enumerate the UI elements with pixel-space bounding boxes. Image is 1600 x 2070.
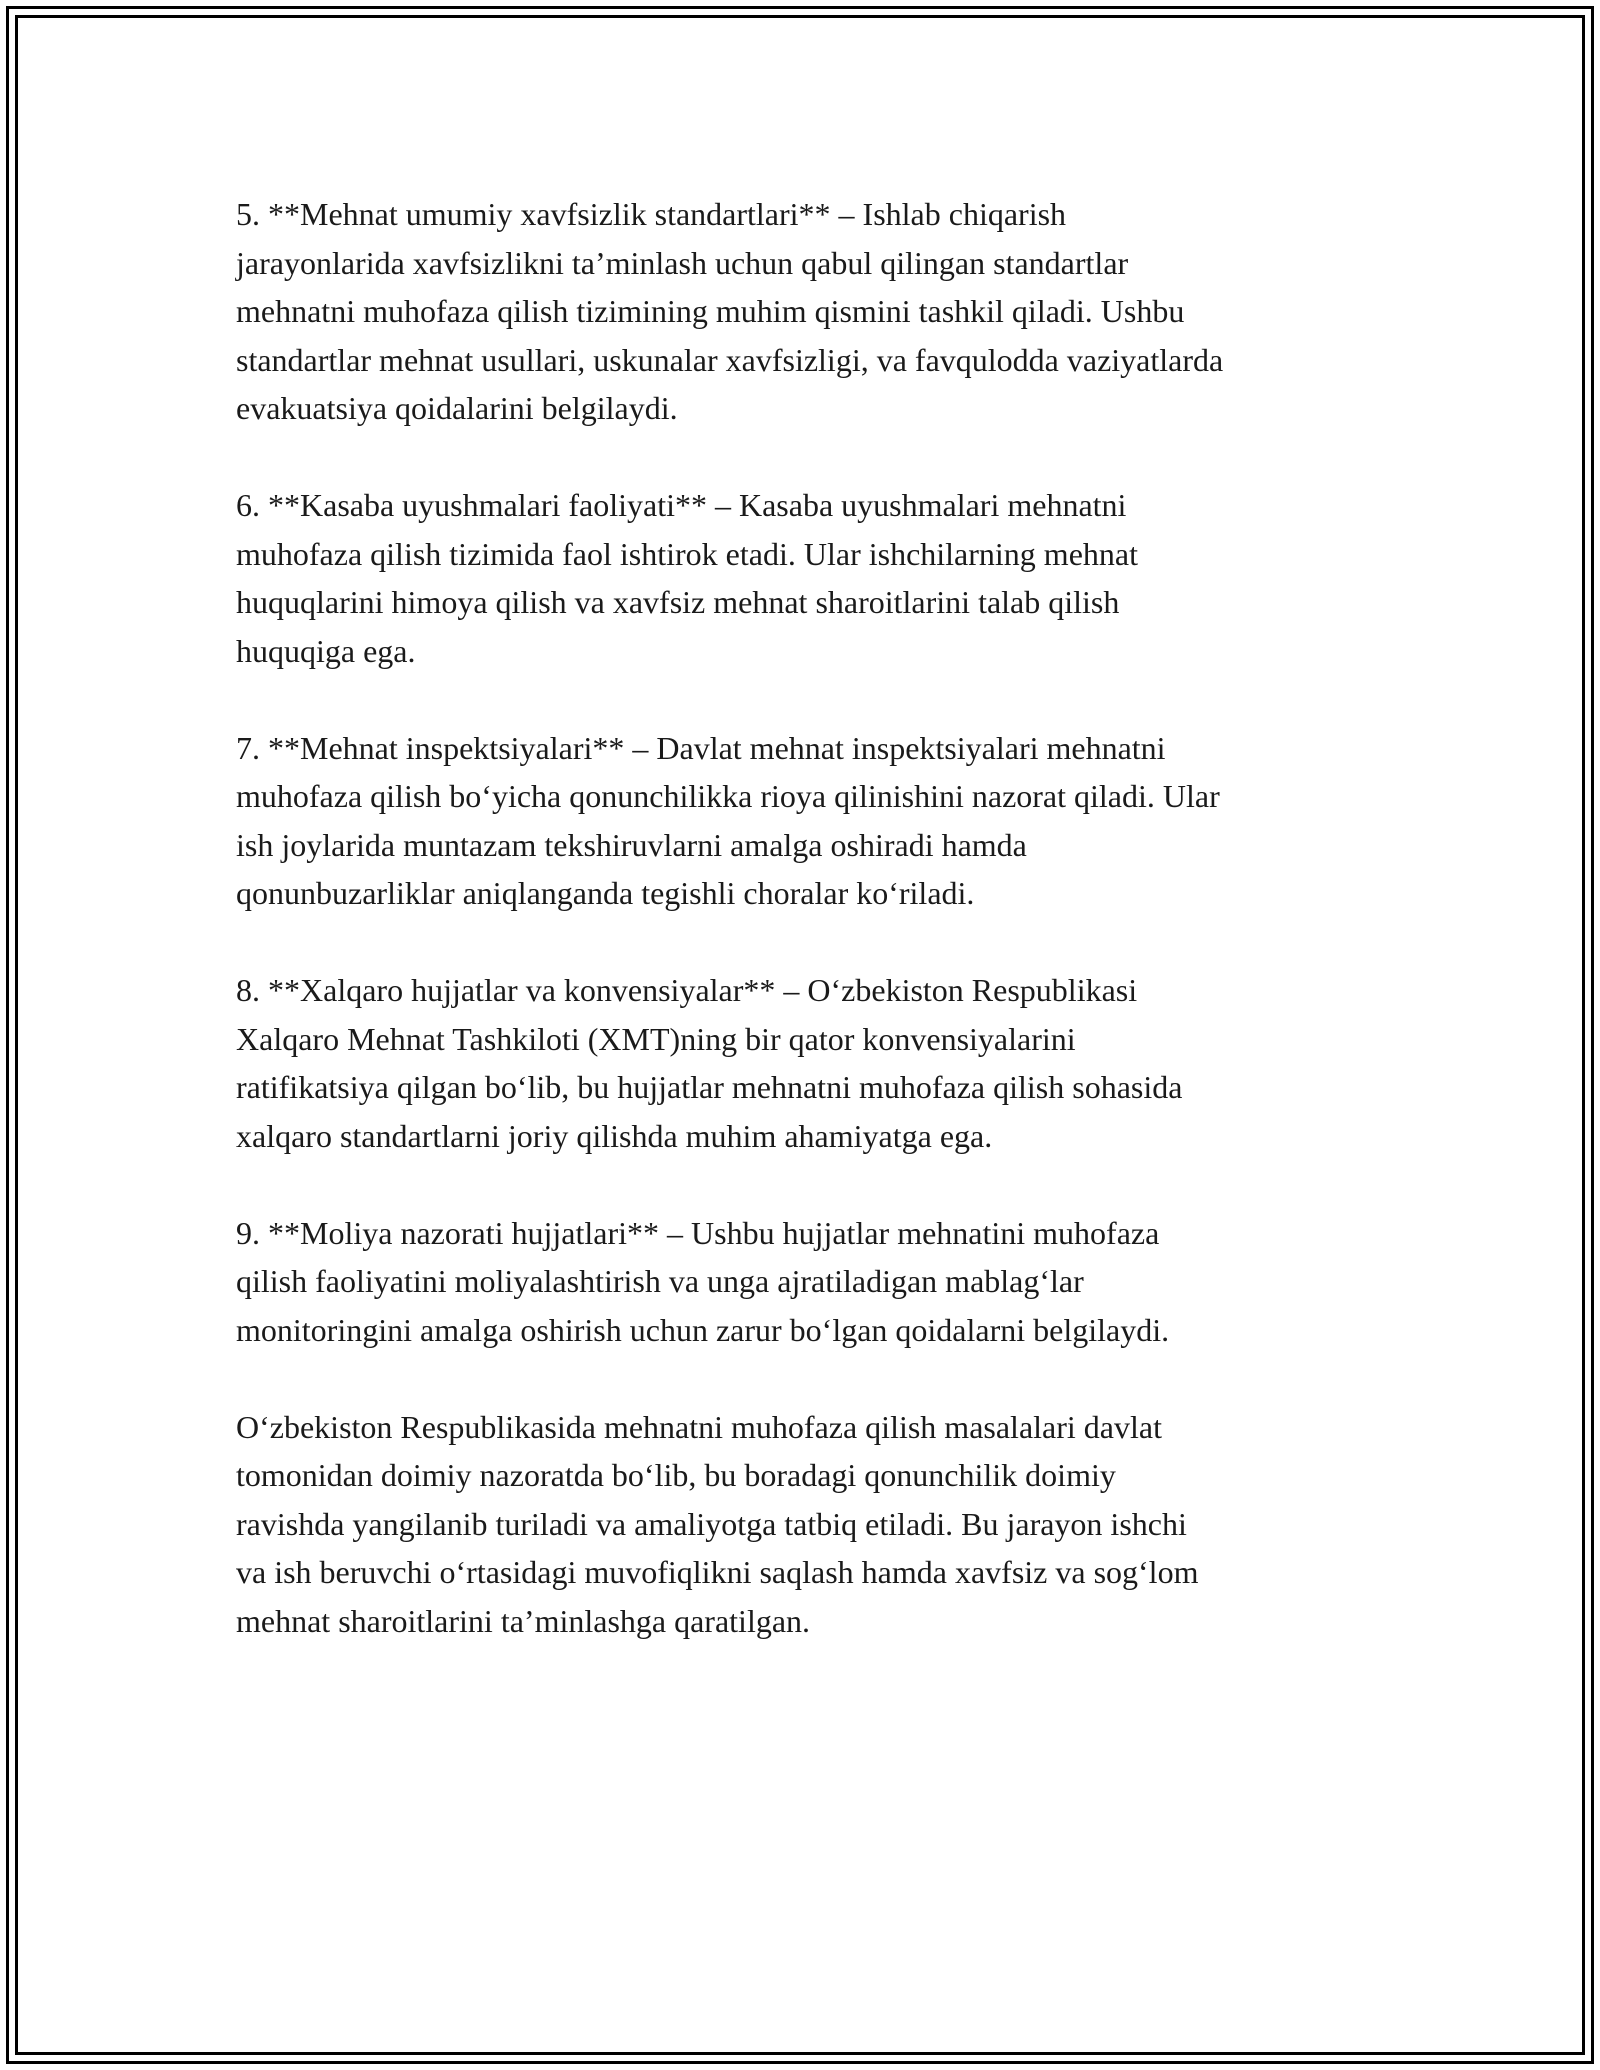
list-item-5-paragraph: 5. **Mehnat umumiy xavfsizlik standartlari** – Ishlab chiqarish jarayonlarida xavfsizlikni ta’minlash uchun qabul qilingan standartlar mehnatni muhofaza qilish tizimining muhim qismini tashkil qiladi. Ushbu standartlar mehnat usullari, uskunalar xavfsizligi, va favqulodda vaziyatlarda evakuatsiya qoidalarini belgilaydi. [236,196,1224,426]
list-item-6-paragraph: 6. **Kasaba uyushmalari faoliyati** – Kasaba uyushmalari mehnatni muhofaza qilish tizimida faol ishtirok etadi. Ular ishchilarning mehnat huquqlarini himoya qilish va xavfsiz mehnat sharoitlarini talab qilish huquqiga ega. [236,487,1138,669]
list-item-8-paragraph: 8. **Xalqaro hujjatlar va konvensiyalar** – O‘zbekiston Respublikasi Xalqaro Mehnat Tashkiloti (XMT)ning bir qator konvensiyalarini ratifikatsiya qilgan bo‘lib, bu hujjatlar mehnatni muhofaza qilish sohasida xalqaro standartlarni joriy qilishda muhim ahamiyatga ega. [236,972,1183,1154]
document-body [236,190,1396,1694]
list-item-9-paragraph: 9. **Moliya nazorati hujjatlari** – Ushbu hujjatlar mehnatini muhofaza qilish faoliyatini moliyalashtirish va unga ajratiladigan mablag‘lar monitoringini amalga oshirish uchun zarur bo‘lgan qoidalarni belgilaydi. [236,1214,1170,1348]
list-item-7-paragraph: 7. **Mehnat inspektsiyalari** – Davlat mehnat inspektsiyalari mehnatni muhofaza qilish bo‘yicha qonunchilikka rioya qilinishini nazorat qiladi. Ular ish joylarida muntazam tekshiruvlarni amalga oshiradi hamda qonunbuzarliklar aniqlanganda tegishli choralar ko‘riladi. [236,729,1220,911]
conclusion-paragraph: O‘zbekiston Respublikasida mehnatni muhofaza qilish masalalari davlat tomonidan doimiy nazoratda bo‘lib, bu boradagi qonunchilik doimiy ravishda yangilanib turiladi va amaliyotga tatbiq etiladi. Bu jarayon ishchi va ish beruvchi o‘rtasidagi muvofiqlikni saqlash hamda xavfsiz va sog‘lom mehnat sharoitlarini ta’minlashga qaratilgan. [236,1408,1199,1639]
